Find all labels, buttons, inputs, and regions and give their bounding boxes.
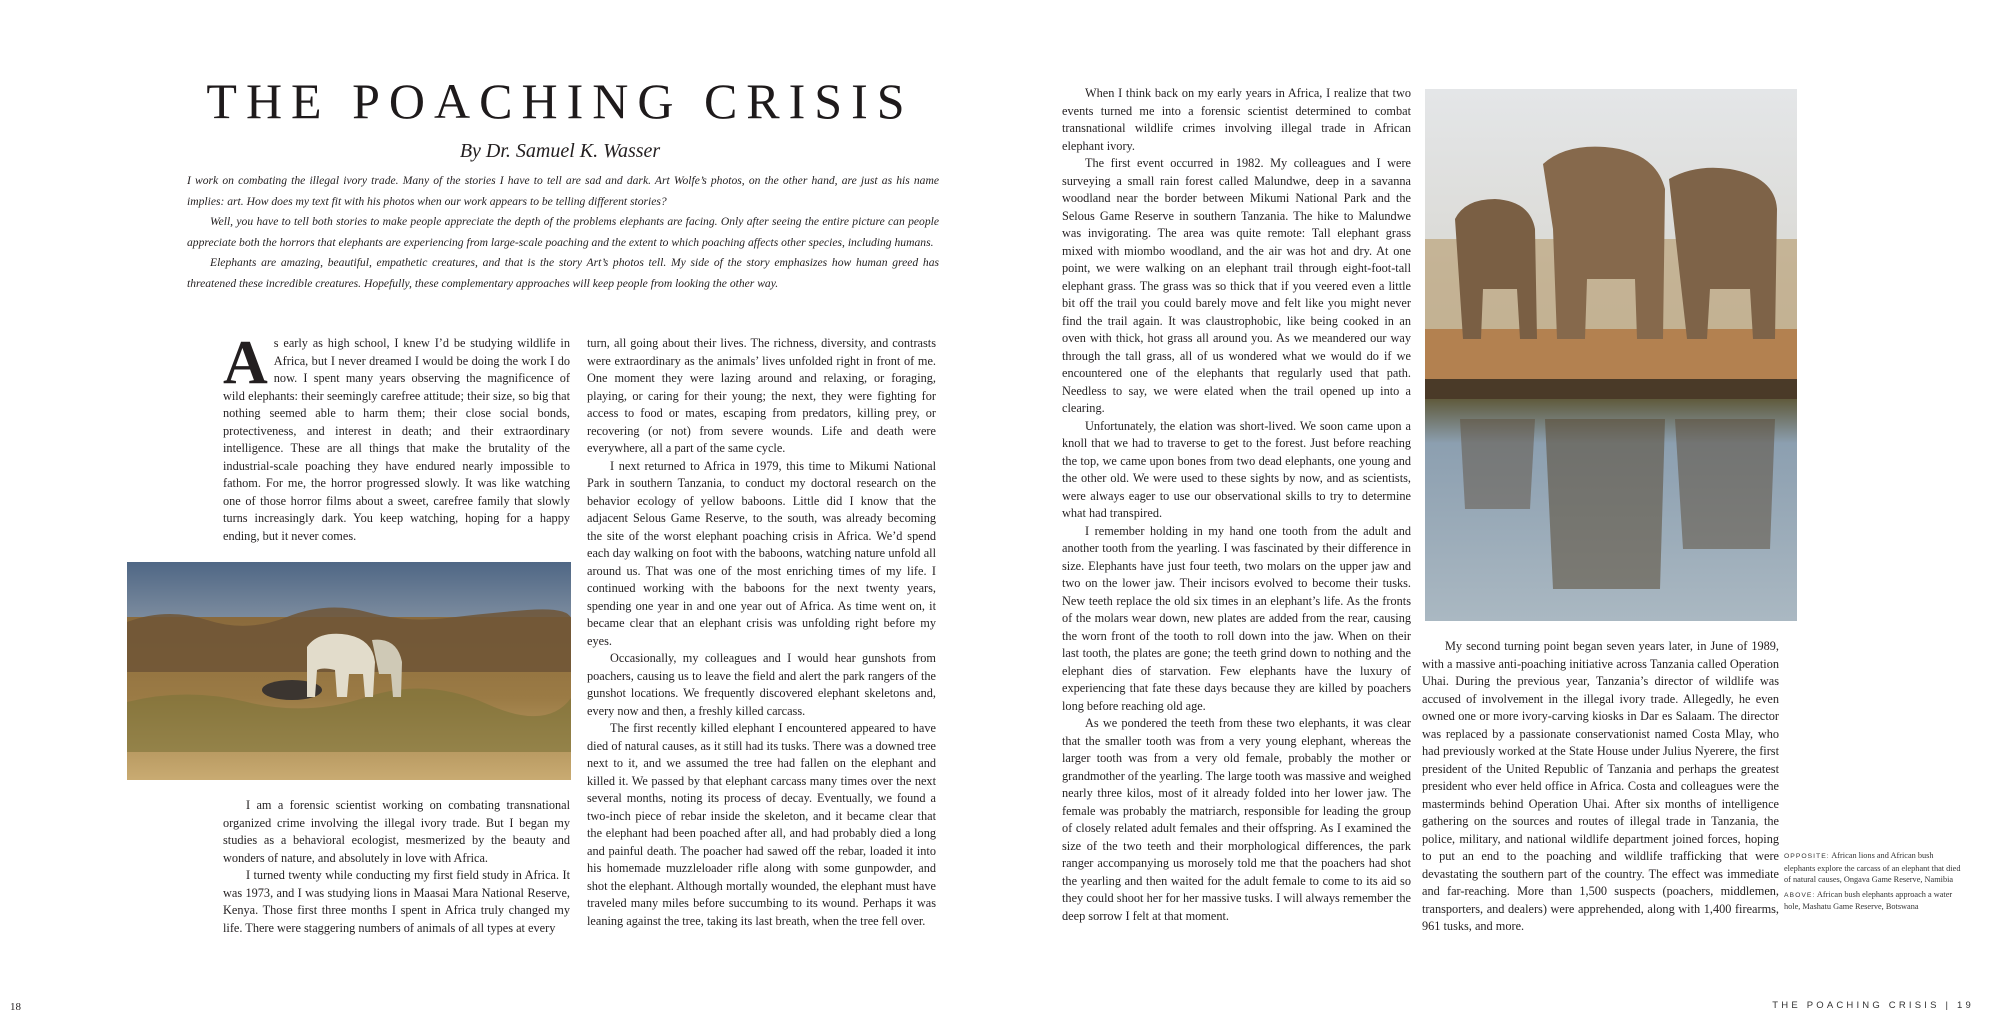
body-paragraph: I am a forensic scientist working on combating transnational organized crime involving the illegal ivory trade. But I began my studies as a behavioral ecologist, mesmerized by the beauty and wonders of nature, and absolutely in love with Africa.: [223, 798, 570, 865]
body-paragraph: When I think back on my early years in Africa, I realize that two events turned me into a forensic scientist determined to combat transnational wildlife crimes involving illegal trade in African elephant ivory.: [1062, 86, 1411, 153]
column-1-bottom: [223, 797, 570, 937]
body-paragraph: I remember holding in my hand one tooth from the adult and another tooth from the yearling. I was fascinated by their difference in size. Elephants have just four teeth, two molars on the upper jaw and two on the lower jaw. Their incisors evolved to become their tusks. New teeth replace the old six times in an elephant’s life. As the fronts of the molars wear down, new plates are added from the rear, causing the worn front of the tooth to roll down into the jaw. When on their last tooth, the plates are gone; the teeth grind down to nothing and the elephant dies of starvation. Few elephants have the luxury of experiencing that fate these days because they are killed by poachers long before reaching old age.: [1062, 523, 1411, 713]
caption-label: ABOVE:: [1784, 891, 1816, 899]
photo-image: [127, 562, 571, 780]
drop-cap: A: [223, 329, 268, 397]
caption-above: [1784, 889, 1964, 913]
body-paragraph: turn, all going about their lives. The richness, diversity, and contrasts were extraordinary as the animals’ lives unfolded right in front of me. One moment they were lazing around and relaxing, or foraging, playing, or caring for their young; the next, they were fighting for access to food or mates, escaping from predators, killing prey, or recovering (or not) from severe wounds. Life and death were everywhere, all a part of the same cycle.: [587, 336, 936, 455]
body-paragraph: The first recently killed elephant I encountered appeared to have died of natural causes, as it still had its tusks. There was a downed tree next to it, and we assumed the tree had fallen on the elephant and killed it. We passed by that elephant carcass many times over the next several months, noting its process of decay. Eventually, we found a two-inch piece of rebar inside the skeleton, and it became clear that the elephant had been poached after all, and had probably died a long and painful death. The poacher had sawed off the rebar, loaded it into his homemade muzzleloader rifle along with some gunpowder, and shot the elephant. Although mortally wounded, the elephant must have traveled many miles before succumbing to its wound. Perhaps it was leaning against the tree, taking its last breath, when the tree fell over.: [587, 721, 936, 928]
paragraph-text: s early as high school, I knew I’d be studying wildlife in Africa, but I never dreamed I would be doing the work I do now. I spent many years observing the magnificence of wild elephants: their seemingly carefree attitude; their size, so big that nothing seemed able to harm them; their close social bonds, protectiveness, and interest in death; and their extraordinary intelligence. These are all things that make the brutality of the industrial-scale poaching they have endured nearly impossible to fathom. For me, the horror progressed slowly. It was like watching one of those horror films about a sweet, carefree family that slowly turns increasingly dark. You keep watching, hoping for a happy ending, but it never comes.: [223, 336, 570, 543]
intro-paragraph: Well, you have to tell both stories to make people appreciate the depth of the problems elephants are facing. Only after seeing the entire picture can people appreciate both the horrors that elephants are experiencing from large-scale poaching and the extent to which poaching affects other species, including humans.: [187, 215, 939, 249]
caption-text: African bush elephants approach a water hole, Mashatu Game Reserve, Botswana: [1784, 889, 1953, 911]
caption-label: OPPOSITE:: [1784, 853, 1830, 860]
body-paragraph: As we pondered the teeth from these two elephants, it was clear that the smaller tooth was from a very young elephant, whereas the larger tooth was from a very old female, probably the mother or grandmother of the yearling. The large tooth was massive and weighed nearly three kilos, most of it already folded into her lower jaw. The female was probably the matriarch, responsible for leading the group of closely related adult females and their offspring. As I examined the size of the two teeth and their morphological differences, the park ranger accompanying us morosely told me that the poachers had shot the yearling and then waited for the adult female to come to its aid so they could shoot her for her massive tusks. I will always remember the deep sorrow I felt at that moment.: [1062, 716, 1411, 923]
photo-captions: [1784, 850, 1964, 916]
column-1-top: [223, 329, 570, 545]
intro-paragraph: I work on combating the illegal ivory trade. Many of the stories I have to tell are sad and dark. Art Wolfe’s photos, on the other hand, are just as his name implies: art. How does my text fit with his photos when our work appears to be telling different stories?: [187, 174, 939, 208]
body-paragraph: My second turning point began seven years later, in June of 1989, with a massive anti-poaching initiative across Tanzania called Operation Uhai. During the previous year, Tanzania’s director of wildlife was accused of involvement in the illegal ivory trade. Allegedly, he even owned one or more ivory-carving kiosks in Dar es Salaam. The director was replaced by a passionate conservationist named Costa Mlay, who had previously worked at the State House under Julius Nyerere, the first president of the United Republic of Tanzania and perhaps the greatest president who ever held office in Africa. Costa and colleagues were the masterminds behind Operation Uhai. After six months of intelligence gathering on the sources and routes of illegal trade in Tanzania, the police, military, and national wildlife department joined forces, hoping to put an end to the poaching and wildlife trafficking that were devastating the southern part of the country. The effect was immediate and far-reaching. More than 1,500 suspects (poachers, middlemen, transporters, and dealers) were apprehended, along with 1,400 firearms, 961 tusks, and more.: [1422, 639, 1779, 933]
photo-image: [1425, 89, 1797, 621]
body-paragraph: I next returned to Africa in 1979, this time to Mikumi National Park in southern Tanzania, to conduct my doctoral research on the behavior ecology of yellow baboons. Little did I know that the adjacent Selous Game Reserve, to the south, was already becoming the site of the worst elephant poaching crisis in Africa. We’d spend each day walking on foot with the baboons, watching nature unfold all around us. That was one of the most enriching times of my life. I continued working with the baboons for the next twenty years, spending one year in and one year out of Africa. As time went on, it became clear that an elephant crisis was unfolding right before my eyes.: [587, 458, 936, 648]
caption-opposite: [1784, 850, 1964, 886]
article-title: THE POACHING CRISIS: [206, 73, 914, 129]
page-number-left: 18: [10, 1001, 21, 1013]
intro-paragraph: Elephants are amazing, beautiful, empathetic creatures, and that is the story Art’s photos tell. My side of the story emphasizes how human greed has threatened these incredible creatures. Hopefully, these complementary approaches will keep people from looking the other way.: [187, 256, 939, 290]
photo-elephants-waterhole: [1425, 89, 1797, 621]
caption-text: African lions and African bush elephants explore the carcass of an elephant that died of natural causes, Ongava Game Reserve, Namibia: [1784, 851, 1961, 884]
intro-italic: [187, 171, 939, 294]
byline: By Dr. Samuel K. Wasser: [459, 140, 661, 162]
body-paragraph: Unfortunately, the elation was short-lived. We soon came upon a knoll that we had to traverse to get to the forest. Just before reaching the top, we came upon bones from two dead elephants, one young and the other old. We were used to these sights by now, and as scientists, were always eager to use our observational skills to try to determine what had transpired.: [1062, 418, 1411, 520]
column-4: [1422, 638, 1779, 936]
running-footer-right: THE POACHING CRISIS | 19: [1772, 1000, 1974, 1011]
column-3: [1062, 85, 1411, 925]
body-paragraph: I turned twenty while conducting my first field study in Africa. It was 1973, and I was studying lions in Maasai Mara National Reserve, Kenya. Those first three months I spent in Africa truly changed my life. There were staggering numbers of animals of all types at every: [223, 868, 570, 935]
body-paragraph: [223, 329, 570, 545]
body-paragraph: The first event occurred in 1982. My colleagues and I were surveying a small rain forest called Malundwe, deep in a savanna woodland near the border between Mikumi National Park and the Selous Game Reserve in southern Tanzania. The hike to Malundwe was invigorating. The area was quite remote: Tall elephant grass mixed with miombo woodland, and the air was hot and dry. At one point, we were walking on an elephant trail through eight-foot-tall elephant grass. The grass was so thick that if you veered even a little bit off the trail you could barely move and felt like you might never find the trail again. It was claustrophobic, like being cooked in an oven with thick, hot grass all around you. As we meandered our way through the tall grass, all of us wondered what we would do if we encountered one of the elephants that regularly used that path. Needless to say, we were elated when the trail opened up into a clearing.: [1062, 156, 1411, 415]
body-paragraph: Occasionally, my colleagues and I would hear gunshots from poachers, causing us to leave the field and alert the park rangers of the gunshot locations. We frequently discovered elephant skeletons and, every now and then, a freshly killed carcass.: [587, 651, 936, 718]
photo-elephants-carcass: [127, 562, 571, 780]
column-2: [587, 335, 936, 930]
